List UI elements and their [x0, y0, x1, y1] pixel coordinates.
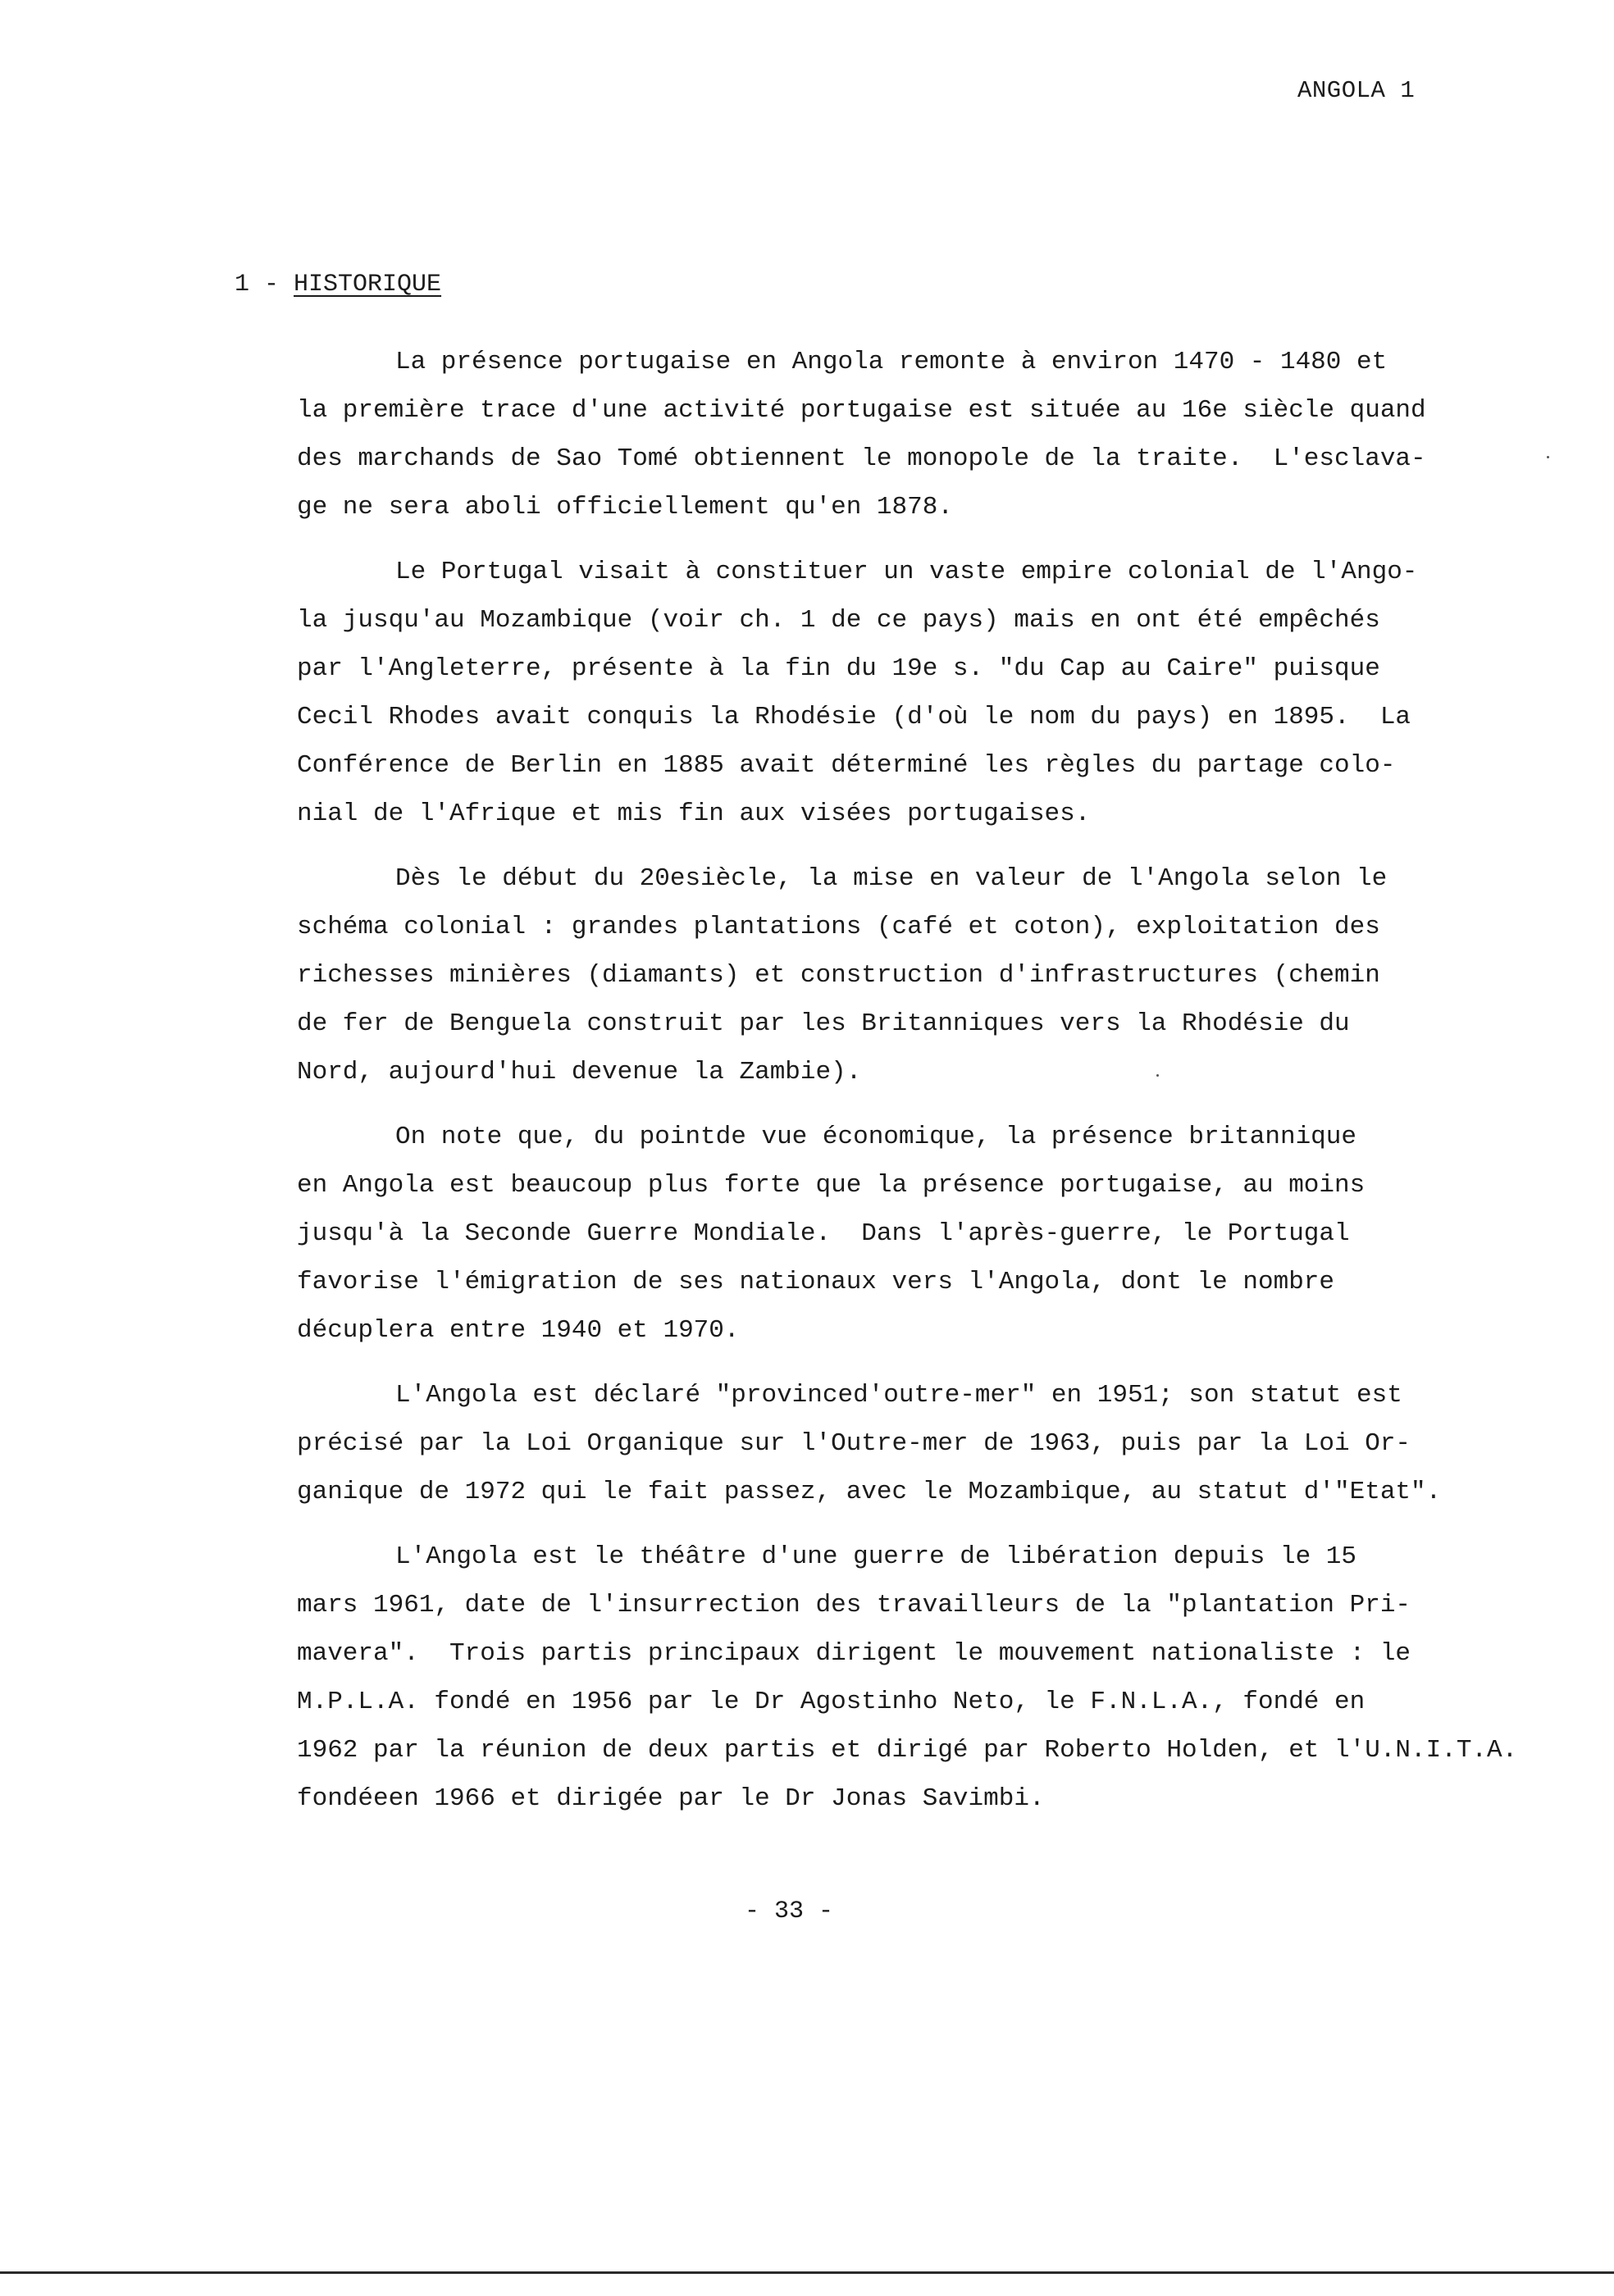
- scan-speck: [1547, 456, 1549, 458]
- paragraph-4: [297, 1113, 1609, 1355]
- text-line: ge ne sera aboli officiellement qu'en 1878.: [297, 493, 953, 522]
- text-line: Nord, aujourd'hui devenue la Zambie).: [297, 1058, 862, 1086]
- text-line: Cecil Rhodes avait conquis la Rhodésie (d'où le nom du pays) en 1895. La: [297, 703, 1411, 731]
- bottom-rule: [0, 2271, 1614, 2274]
- text-line: L'Angola est le théâtre d'une guerre de libération depuis le 15: [395, 1542, 1356, 1571]
- paragraph-1: [297, 338, 1609, 531]
- text-line: par l'Angleterre, présente à la fin du 19e s. "du Cap au Caire" puisque: [297, 654, 1380, 683]
- text-line: mars 1961, date de l'insurrection des travailleurs de la "plantation Pri-: [297, 1591, 1411, 1620]
- section-title: HISTORIQUE: [294, 271, 442, 298]
- text-line: Dès le début du 20esiècle, la mise en valeur de l'Angola selon le: [395, 864, 1388, 893]
- text-line: de fer de Benguela construit par les Britanniques vers la Rhodésie du: [297, 1009, 1350, 1038]
- text-line: la jusqu'au Mozambique (voir ch. 1 de ce pays) mais en ont été empêchés: [297, 606, 1380, 635]
- text-line: jusqu'à la Seconde Guerre Mondiale. Dans l'après-guerre, le Portugal: [297, 1219, 1350, 1248]
- paragraph-6: [297, 1533, 1609, 1823]
- text-line: schéma colonial : grandes plantations (café et coton), exploitation des: [297, 913, 1380, 941]
- text-line: fondéeen 1966 et dirigée par le Dr Jonas Savimbi.: [297, 1784, 1045, 1813]
- text-line: ganique de 1972 qui le fait passez, avec le Mozambique, au statut d'"Etat".: [297, 1478, 1442, 1506]
- text-line: On note que, du pointde vue économique, la présence britannique: [395, 1123, 1356, 1151]
- text-line: la première trace d'une activité portugaise est située au 16e siècle quand: [297, 396, 1426, 425]
- text-line: décuplera entre 1940 et 1970.: [297, 1316, 740, 1345]
- paragraph-2: [297, 548, 1609, 838]
- text-line: précisé par la Loi Organique sur l'Outre-mer de 1963, puis par la Loi Or-: [297, 1429, 1411, 1458]
- text-line: des marchands de Sao Tomé obtiennent le monopole de la traite. L'esclava-: [297, 444, 1426, 473]
- text-line: L'Angola est déclaré "provinced'outre-mer" en 1951; son statut est: [395, 1381, 1402, 1410]
- page-number: - 33 -: [745, 1897, 834, 1925]
- text-line: richesses minières (diamants) et construction d'infrastructures (chemin: [297, 961, 1380, 990]
- text-line: Conférence de Berlin en 1885 avait déterminé les règles du partage colo-: [297, 751, 1396, 780]
- body-text: [297, 338, 1609, 1839]
- text-line: favorise l'émigration de ses nationaux vers l'Angola, dont le nombre: [297, 1268, 1335, 1296]
- paragraph-3: [297, 854, 1609, 1096]
- section-heading: [235, 271, 441, 298]
- text-line: M.P.L.A. fondé en 1956 par le Dr Agostinho Neto, le F.N.L.A., fondé en: [297, 1688, 1366, 1716]
- text-line: Le Portugal visait à constituer un vaste empire colonial de l'Ango-: [395, 558, 1418, 586]
- text-line: 1962 par la réunion de deux partis et dirigé par Roberto Holden, et l'U.N.I.T.A.: [297, 1736, 1518, 1765]
- text-line: mavera". Trois partis principaux dirigent le mouvement nationaliste : le: [297, 1639, 1411, 1668]
- paragraph-5: [297, 1371, 1609, 1516]
- text-line: nial de l'Afrique et mis fin aux visées portugaises.: [297, 800, 1091, 828]
- section-number: 1 -: [235, 271, 294, 298]
- running-header: ANGOLA 1: [1297, 77, 1416, 104]
- text-line: en Angola est beaucoup plus forte que la présence portugaise, au moins: [297, 1171, 1366, 1200]
- scan-speck: [1156, 1074, 1159, 1077]
- text-line: La présence portugaise en Angola remonte à environ 1470 - 1480 et: [395, 348, 1388, 376]
